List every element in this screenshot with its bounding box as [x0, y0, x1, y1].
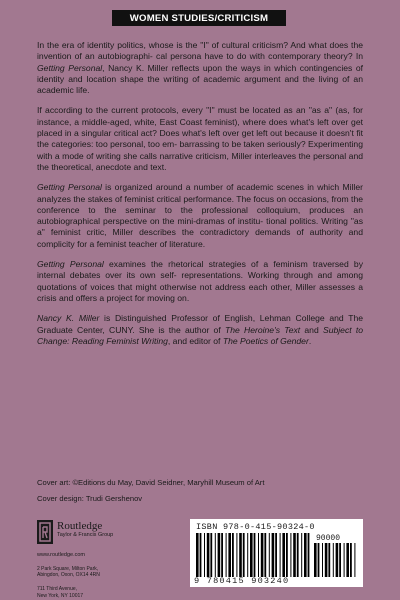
ean-barcode [196, 533, 310, 577]
blurb-text: contingencies of identity and location shape the writing of [37, 62, 364, 84]
barcode-bar [264, 533, 266, 577]
isbn-number: ISBN 978-0-415-90324-0 [196, 522, 315, 532]
barcode-bar [275, 533, 277, 577]
blurb-text: . [308, 335, 312, 346]
blurb-paragraph [37, 182, 363, 250]
blurb-text: criticism? And what does the invention of an autobiographi- [37, 40, 363, 62]
publisher-logo [37, 520, 147, 544]
blurb-text: If according to the current protocols, every "I" must be [37, 105, 250, 116]
blurb-text: feminist teacher of literature. [96, 238, 206, 249]
barcode-bar [304, 533, 307, 577]
barcode-bar [322, 543, 323, 577]
barcode-bar [258, 533, 259, 577]
barcode-bar [218, 533, 221, 577]
barcode-bar [333, 543, 334, 577]
blurb-text: Lehman College and The Graduate Center, CUNY. She is [37, 313, 364, 335]
barcode-bar [282, 533, 285, 577]
barcode-bar [272, 533, 275, 577]
barcode-bar [286, 533, 288, 577]
blurb-paragraph [37, 259, 363, 304]
routledge-logo-icon [37, 520, 53, 544]
blurb-text: is organized around a number of academic [101, 182, 274, 193]
blurb-text: located as an "as a" (as, for instance, a middle-aged, white, [37, 105, 363, 127]
blurb-text: voices that might otherwise not address each other, Miller [90, 281, 316, 292]
barcode-bar [293, 533, 296, 577]
blurb-text: because it doesn't fit the categories: too personal, too em- [37, 128, 364, 150]
barcode-bar [269, 533, 270, 577]
blurb-italic-text: Getting [37, 62, 65, 73]
barcode-bar [336, 543, 339, 577]
blurb-paragraph [37, 313, 363, 347]
barcode-bar [350, 543, 352, 577]
barcode-bar [280, 533, 281, 577]
blurb-italic-text: Subject to Change: [37, 324, 364, 346]
barcode-bar [261, 533, 264, 577]
barcode-bar [346, 543, 349, 577]
blurb-text: academic argument and the living of an academic life. [37, 73, 363, 96]
barcode-bar [354, 543, 355, 577]
category-banner [112, 10, 286, 26]
address-us [37, 586, 147, 598]
blurb-text: is Distinguished Professor of English, [99, 313, 256, 324]
blurb [37, 40, 363, 356]
publisher-block [37, 520, 147, 599]
barcode-bar [344, 543, 345, 577]
blurb-text: the contradictory demands of authority and complicity for a [37, 227, 363, 249]
blurb-text: , and editor of [167, 335, 223, 346]
blurb-text: feminism traversed by internal debates over its own self- [37, 259, 363, 281]
publisher-group: Taylor & Francis Group [57, 532, 114, 538]
barcode-bar [290, 533, 291, 577]
publisher-name: Routledge [57, 520, 103, 532]
barcode-panel [190, 519, 363, 587]
barcode-bar [239, 533, 242, 577]
address-line: 2 Park Square, Milton Park, [37, 566, 99, 572]
barcode-bar [196, 533, 199, 577]
blurb-text: examines the rhetorical strategies of a [103, 259, 269, 270]
blurb-text: the author of [168, 324, 225, 335]
blurb-text: a singular critical act? Does what's left over get left out [74, 128, 283, 139]
cover-art-credit: Cover art: ©Editions du May, David Seidner, Maryhill Museum of Art [37, 478, 265, 487]
blurb-text: assesses a crisis and offers a project for moving on. [37, 281, 364, 303]
barcode-bar [226, 533, 227, 577]
blurb-paragraph [37, 40, 363, 96]
price-code: 90000 [316, 534, 341, 543]
address-line: 711 Third Avenue, [37, 586, 78, 593]
category-label: WOMEN STUDIES/CRITICISM [129, 12, 269, 24]
blurb-text: representations. Working through and among quotations of [37, 270, 363, 292]
barcode-bar [254, 533, 256, 577]
barcode-bar [232, 533, 234, 577]
barcode-bar [339, 543, 341, 577]
barcode-bar [210, 533, 212, 577]
blurb-text: to the seminar to the professional colloquium, produces an [88, 204, 363, 215]
blurb-text: autobiographical perspective on the mini-dramas of institu- [37, 216, 264, 227]
credits [37, 478, 363, 510]
blurb-paragraph [37, 105, 363, 173]
barcode-bar [228, 533, 231, 577]
barcode-bar [314, 543, 317, 577]
ean-digits: 9 780415 903240 [194, 576, 290, 586]
blurb-italic-text: Personal [68, 62, 103, 73]
barcode-bar [221, 533, 223, 577]
barcode-bar [318, 543, 320, 577]
blurb-text: tional politics. Writing "as a" feminist critic, Miller describes [37, 216, 363, 238]
barcode-bar [250, 533, 253, 577]
barcode-bar [215, 533, 216, 577]
address-line: New York, NY 10017 [37, 592, 84, 599]
cover-design-credit: Cover design: Trudi Gershenov [37, 494, 143, 503]
barcode-bar [325, 543, 328, 577]
address-line: Abingdon, Oxon, OX14 4RN [37, 572, 100, 579]
blurb-text: performance. The focus on occasions, from the conference [37, 193, 363, 215]
blurb-text: personal and the theoretical, anecdote and text. [37, 150, 364, 172]
barcode-bar [204, 533, 205, 577]
barcode-bar [243, 533, 245, 577]
blurb-italic-text: Getting Personal [37, 182, 102, 193]
barcode-bar [207, 533, 210, 577]
blurb-italic-text: The Heroine's Text [224, 324, 301, 335]
blurb-text: of writing she calls narrative criticism, Miller interleaves the [86, 150, 311, 161]
barcode-bar [247, 533, 248, 577]
blurb-italic-text: The Poetics of Gender [222, 335, 309, 346]
blurb-text: , Nancy K. Miller reflects upon the ways in which [102, 62, 297, 73]
blurb-text: and [300, 324, 323, 335]
blurb-italic-text: Getting Personal [37, 259, 104, 270]
blurb-text: cal persona have to do with contemporary theory? In [156, 51, 364, 62]
blurb-italic-text: Nancy K. Miller [37, 313, 100, 324]
barcode-bar [328, 543, 330, 577]
barcode-bar [200, 533, 202, 577]
address-uk [37, 566, 147, 578]
publisher-website: www.routledge.com [37, 552, 85, 558]
blurb-text: barrassing to be taken seriously? Experimenting with a mode [37, 139, 363, 161]
barcode-bar [301, 533, 302, 577]
blurb-text: East Coast feminist), where does what's left over get placed in [37, 116, 363, 139]
blurb-text: scenes in which Miller analyzes the stakes of feminist critical [37, 182, 363, 204]
addon-barcode [314, 543, 358, 577]
blurb-italic-text: Reading Feminist Writing [71, 335, 168, 346]
blurb-text: In the era of identity politics, whose is the "I" of cultural [37, 40, 250, 50]
barcode-bar [236, 533, 237, 577]
barcode-bar [308, 533, 310, 577]
barcode-bar [297, 533, 299, 577]
